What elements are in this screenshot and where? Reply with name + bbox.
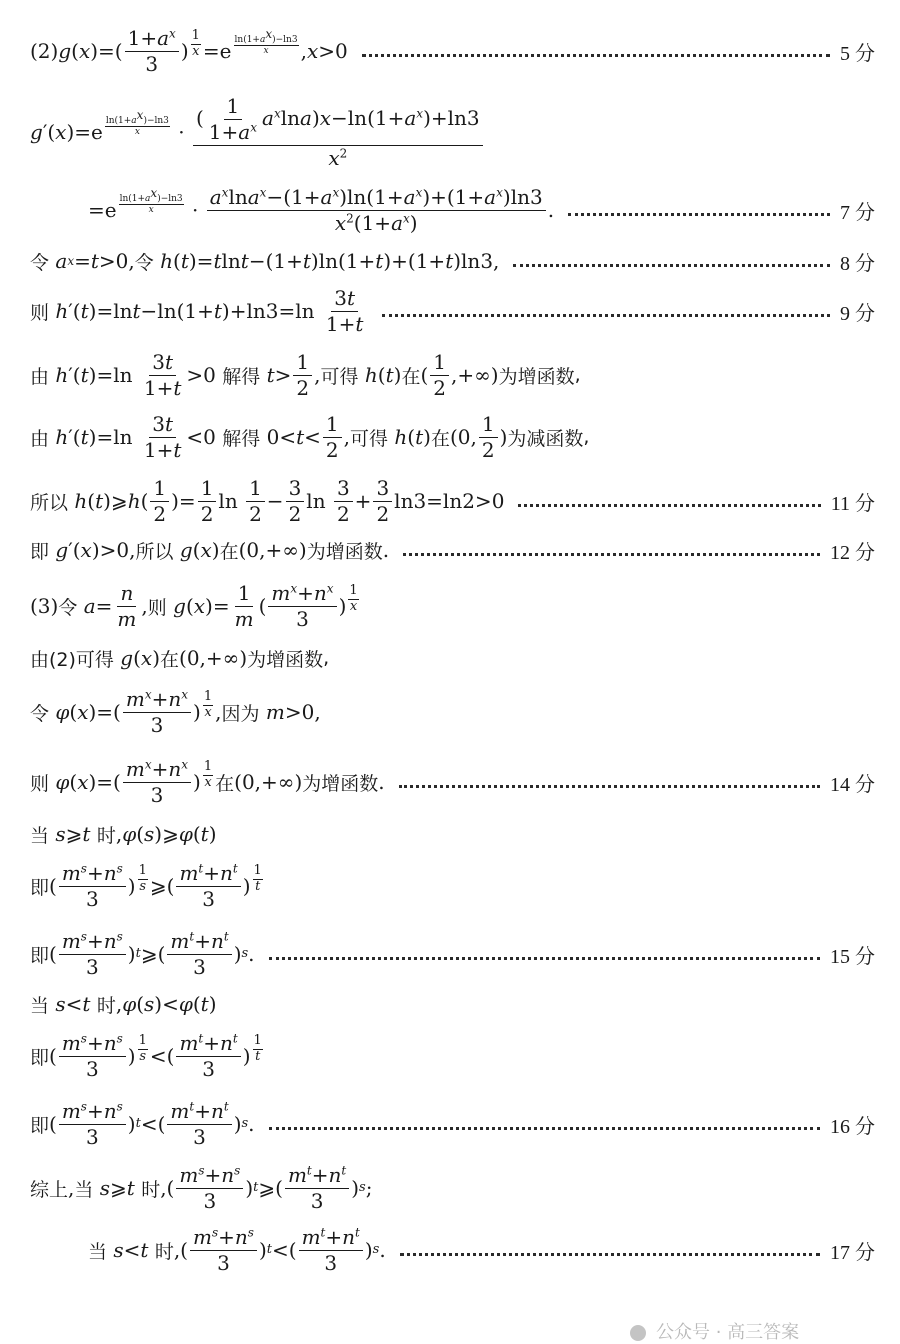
score-14: 14 分	[830, 773, 875, 796]
solution-line-4: 令 a x = t >0, 令 h ( t )= t ln t −(1+ t )ln(1+ t )+(1+ t )ln3, 8 分	[30, 245, 875, 277]
solution-line-9: 即 g ′( x )>0, 所以 g ( x ) 在 (0,+∞) 为增函数 . 12 分	[30, 534, 875, 566]
score-8: 8 分	[840, 252, 875, 275]
solution-line-21: 当 s < t 时 ,( $\frac{m^s+n^s}{3}$ ) t <( $\frac{m^t+n^t}{3}$ ) s . 17 分	[88, 1224, 875, 1275]
solution-line-19: 即 ( $\frac{m^s+n^s}{3}$ ) t <( $\frac{m^t+n^t}{3}$ ) s . 16 分	[30, 1098, 875, 1149]
score-9: 9 分	[840, 302, 875, 325]
solution-line-14: 当 s ⩾ t 时 , φ ( s )⩾ φ ( t )	[30, 822, 217, 847]
solution-line-18: 即 ( $\frac{m^s+n^s}{3}$ ) $\frac{1}{s}$ <( $\frac{m^t+n^t}{3}$ ) $\frac{1}{t}$	[30, 1030, 262, 1081]
score-leader	[269, 1127, 820, 1130]
score-leader	[403, 553, 820, 556]
solution-line-11: 由(2)可得 g ( x ) 在 (0,+∞) 为增函数 ,	[30, 646, 330, 671]
solution-line-7: 由 h ′( t )=ln $\frac{3t}{1+t}$ <0 解得 0< t < $\frac{1}{2}$ , 可得 h ( t ) 在 (0, $\frac{1}{2}$ ) 为减函数 ,	[30, 411, 590, 462]
score-17: 17 分	[830, 1241, 875, 1264]
part-label: (2)	[30, 39, 59, 63]
score-leader	[513, 264, 830, 267]
score-leader	[362, 54, 830, 57]
solution-line-17: 当 s < t 时 , φ ( s )< φ ( t )	[30, 992, 217, 1017]
solution-line-3: =e $\frac{\ln(1+a^x)-\ln 3}{x}$ · $\frac{a^x\ln a^x-(1+a^x)\ln(1+a^x)+(1+a^x)\ln 3}{x^2(1+a^x)}$ . 7 分	[88, 184, 875, 235]
solution-line-16: 即 ( $\frac{m^s+n^s}{3}$ ) t ⩾( $\frac{m^t+n^t}{3}$ ) s . 15 分	[30, 928, 875, 979]
score-7: 7 分	[840, 201, 875, 224]
score-11: 11 分	[830, 492, 875, 515]
watermark: 公众号 · 高三答案	[630, 1318, 799, 1344]
score-leader	[568, 213, 830, 216]
solution-line-12: 令 φ ( x )=( $\frac{m^x+n^x}{3}$ ) $\frac{1}{x}$ , 因为 m >0,	[30, 686, 321, 737]
score-leader	[399, 785, 820, 788]
score-leader	[269, 957, 820, 960]
solution-line-8: 所以 h ( t )⩾ h ( $\frac{1}{2}$ )= $\frac{1}{2}$ ln $\frac{1}{2}$ − $\frac{3}{2}$ ln $\frac{3}{2}$ + $\frac{3}{2}$ ln3=ln2>0 11 分	[30, 475, 875, 526]
solution-line-6: 由 h ′( t )=ln $\frac{3t}{1+t}$ >0 解得 t > $\frac{1}{2}$ , 可得 h ( t ) 在 ( $\frac{1}{2}$ ,+∞) 为增函数 ,	[30, 349, 581, 400]
solution-line-20: 综上 , 当 s ⩾ t 时 ,( $\frac{m^s+n^s}{3}$ ) t ⩾( $\frac{m^t+n^t}{3}$ ) s ;	[30, 1162, 373, 1213]
score-12: 12 分	[830, 541, 875, 564]
wechat-icon	[630, 1325, 646, 1341]
score-15: 15 分	[830, 945, 875, 968]
solution-line-13: 则 φ ( x )=( $\frac{m^x+n^x}{3}$ ) $\frac{1}{x}$ 在 (0,+∞) 为增函数 . 14 分	[30, 756, 875, 807]
score-leader	[400, 1253, 820, 1256]
solution-line-2: g ′( x )=e $\frac{\ln(1+a^x)-\ln 3}{x}$ · ( $\frac{1}{1+a^x}$ $a^x\ln a)x-\ln(1+a^x)+\ln 3$ $x^2$	[30, 92, 875, 172]
solution-line-15: 即 ( $\frac{m^s+n^s}{3}$ ) $\frac{1}{s}$ ⩾( $\frac{m^t+n^t}{3}$ ) $\frac{1}{t}$	[30, 860, 262, 911]
score-leader	[518, 504, 820, 507]
solution-line-10: (3) 令 a = $\frac{n}{m}$ , 则 g ( x )= $\frac{1}{m}$ ( $\frac{m^x+n^x}{3}$ ) $\frac{1}{x}$	[30, 580, 358, 631]
score-5: 5 分	[840, 42, 875, 65]
solution-line-1: (2) g ( x )=( $\frac{1+a^x}{3}$ ) $\frac{1}{x}$ =e $\frac{\ln(1+a^x)-\ln 3}{x}$ , x >0 5 分	[30, 25, 875, 76]
score-16: 16 分	[830, 1115, 875, 1138]
score-leader	[382, 314, 830, 317]
solution-line-5: 则 h ′( t )=ln t −ln(1+ t )+ln3=ln $\frac{3t}{1+t}$ 9 分	[30, 285, 875, 336]
